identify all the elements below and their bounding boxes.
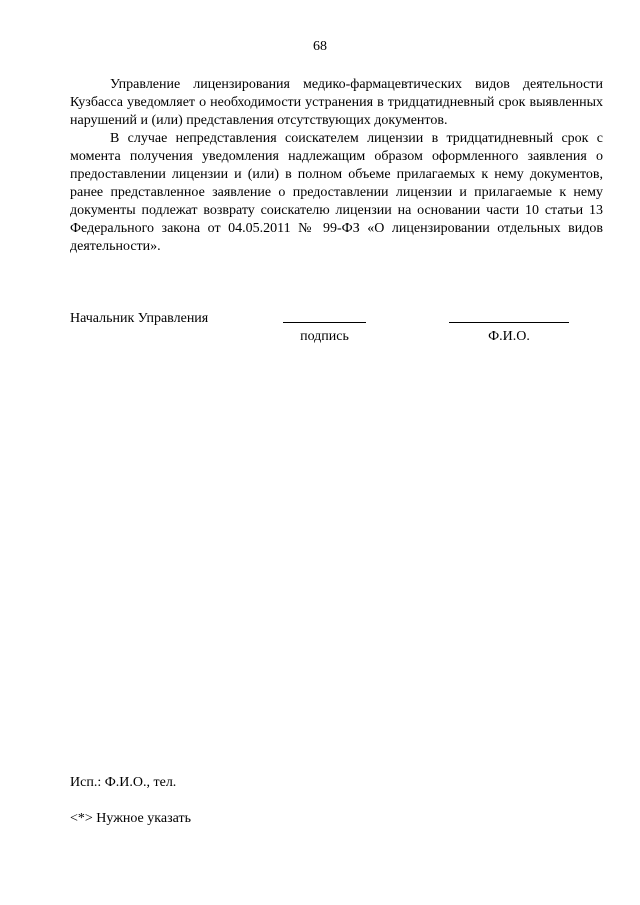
executor-info: Исп.: Ф.И.О., тел. [70, 775, 177, 790]
footnote: <*> Нужное указать [70, 811, 191, 826]
page-number: 68 [313, 39, 327, 54]
notice-body [70, 76, 603, 256]
name-caption: Ф.И.О. [488, 329, 530, 344]
signature-line [283, 322, 366, 323]
paragraph-notice: Управление лицензирования медико-фармацевтических видов деятельности Кузбасса уведомляет о необходимости устранения в тридцатидневный срок выявленных нарушений и (или) представления отсутствующих документов. [70, 77, 603, 128]
name-line [449, 322, 569, 323]
signer-position-label: Начальник Управления [70, 311, 209, 326]
paragraph-return-conditions: В случае непредставления соискателем лицензии в тридцатидневный срок с момента получения уведомления надлежащим образом оформленного заявления о предоставлении лицензии и (или) в полном объеме прилагаемых к нему документов, ранее представленное заявление о предоставлении лицензии и прилагаемые к нему документы подлежат возврату соискателю лицензии на основании части 10 статьи 13 Федерального закона от 04.05.2011 № 99-ФЗ «О лицензировании отдельных видов деятельности». [70, 131, 603, 254]
signature-caption: подпись [300, 329, 349, 344]
